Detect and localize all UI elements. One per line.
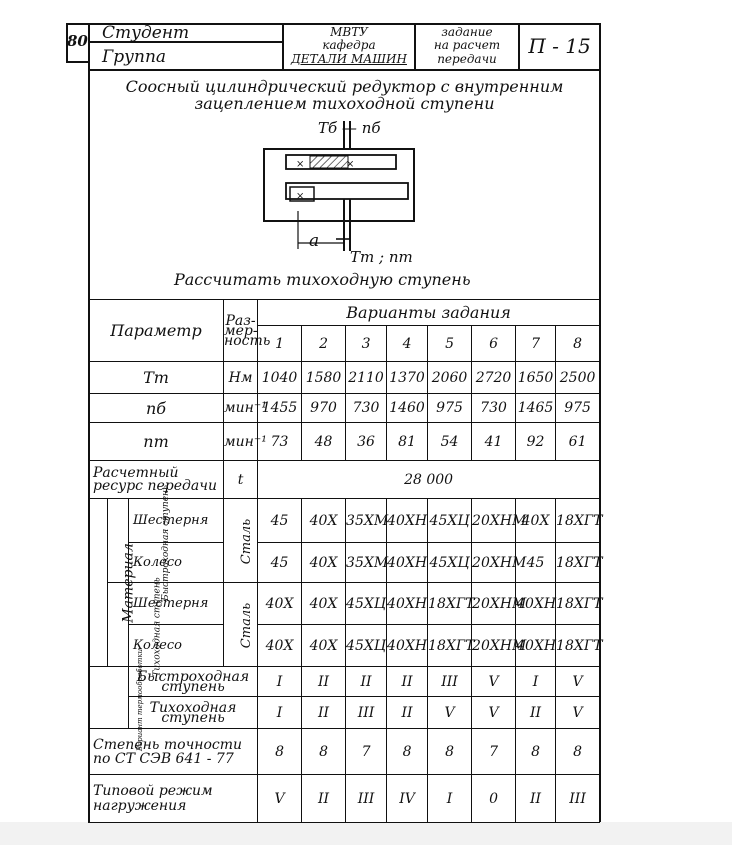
table-row [89,423,600,461]
value-cell: 40X [258,583,302,625]
param-name: Типовой режим нагружения [89,775,258,823]
bottom-band [0,822,732,845]
value-cell: 40XH [387,499,428,543]
wheel-label: Колесо [129,625,224,667]
variant-number: 7 [516,326,556,362]
value-cell: III [346,775,387,823]
thermo-fast-label: Быстроходная ступень [129,667,258,697]
table-row [89,697,600,729]
value-cell: 20XHM [472,543,516,583]
value-cell: 81 [387,423,428,461]
steel-label: Сталь [239,602,255,648]
value-cell: II [302,697,346,729]
variant-number: 5 [428,326,472,362]
slow-stage-label: Тихоходная ступень [152,576,163,677]
value-cell: 7 [472,729,516,775]
fast-stage-label: Быстроходная ступень [160,484,171,601]
value-cell: 41 [472,423,516,461]
department-label: кафедра [322,38,376,52]
value-cell: 2060 [428,362,472,394]
value-cell: 40X [302,625,346,667]
param-name: Тт [89,362,224,394]
fast-stage-pinion [310,156,348,168]
value-cell: II [302,775,346,823]
table-row [89,775,600,823]
header-bottom [88,69,601,71]
value-cell: V [258,775,302,823]
value-cell: 1040 [258,362,302,394]
value-cell: 7 [346,729,387,775]
value-cell: 18XГТ [428,625,472,667]
task-sheet [66,23,601,822]
value-cell: V [556,667,600,697]
value-cell: 8 [428,729,472,775]
value-cell: 40X [302,583,346,625]
input-shaft-label: Тб — nб [318,119,381,137]
table-row [89,625,600,667]
task-line-1: задание [441,25,493,39]
task-line-2: на расчет [433,38,501,52]
value-cell: 45XЦ [428,499,472,543]
value-cell: V [556,697,600,729]
task-code: П - 15 [528,34,591,58]
table-row [89,499,600,543]
value-cell: 35XM [346,543,387,583]
param-name: nб [89,394,224,423]
value-cell: 35XM [346,499,387,543]
title-block [90,78,599,112]
value-cell: 1465 [516,394,556,423]
resource-value: 28 000 [258,461,600,499]
unit-header: Раз-мер-ность [224,300,258,362]
value-cell: 18XГТ [556,499,600,543]
output-shaft-label: Тт ; nт [350,248,413,266]
table-row [89,729,600,775]
value-cell: V [472,667,516,697]
variant-number: 3 [346,326,387,362]
value-cell: I [258,667,302,697]
value-cell: 40X [302,499,346,543]
steel-cell [224,499,258,583]
bearing-mark-3: × [296,191,305,202]
bearing-mark-1: × [296,159,305,170]
value-cell: II [387,697,428,729]
distance-label: a [309,231,320,251]
table-header-row-1 [89,300,600,326]
value-cell: 61 [556,423,600,461]
value-cell: V [472,697,516,729]
bearing-mark-2: × [346,159,355,170]
param-name: nт [89,423,224,461]
thermo-label: Вариант термообработки [136,648,145,751]
table-row [89,362,600,394]
task-line-3: передачи [437,52,497,66]
value-cell: 18XГТ [428,583,472,625]
value-cell: 45 [258,543,302,583]
thermo-group-cell [89,648,145,751]
variants-header: Варианты задания [258,300,600,326]
value-cell: 2720 [472,362,516,394]
variant-number: 2 [302,326,346,362]
variant-number: 8 [556,326,600,362]
value-cell: II [516,775,556,823]
department-name: ДЕТАЛИ МАШИН [291,52,407,66]
value-cell: 730 [346,394,387,423]
value-cell: 36 [346,423,387,461]
page-number: 80 [67,32,88,50]
thermo-slow-label: Тихоходная ступень [129,697,258,729]
value-cell: V [428,697,472,729]
value-cell: 975 [428,394,472,423]
value-cell: 40XH [516,625,556,667]
task-text: Рассчитать тихоходную ступень [174,270,471,289]
param-unit: мин⁻¹ [224,394,258,423]
param-header: Параметр [89,300,224,362]
value-cell: 970 [302,394,346,423]
value-cell: 1650 [516,362,556,394]
value-cell: 20XHM [472,583,516,625]
value-cell: 1370 [387,362,428,394]
value-cell: 45XЦ [346,583,387,625]
value-cell: 45 [258,499,302,543]
value-cell: 2110 [346,362,387,394]
value-cell: 20XHM [472,499,516,543]
frame-num-bottom [66,61,90,63]
value-cell: 54 [428,423,472,461]
value-cell: 40X [516,499,556,543]
param-unit: мин⁻¹ [224,423,258,461]
value-cell: II [302,667,346,697]
student-label: Студент [102,23,190,43]
steel-cell [224,583,258,667]
group-label: Группа [102,47,167,67]
institute-name: МВТУ [330,25,368,39]
value-cell: IV [387,775,428,823]
param-name: Расчетный ресурс передачи [89,461,224,499]
value-cell: III [346,697,387,729]
value-cell: III [428,667,472,697]
title-line-2: зацеплением тихоходной ступени [194,94,495,113]
value-cell: 8 [302,729,346,775]
material-label: Материал [120,542,137,623]
value-cell: I [258,697,302,729]
param-name: Степень точности по СТ СЭВ 641 - 77 [89,729,258,775]
value-cell: III [556,775,600,823]
value-cell: 40X [258,625,302,667]
param-unit: t [224,461,258,499]
value-cell: 73 [258,423,302,461]
value-cell: 48 [302,423,346,461]
variant-number: 4 [387,326,428,362]
steel-label: Сталь [239,518,255,564]
material-group-cell [89,499,137,667]
value-cell: 18XГТ [556,583,600,625]
value-cell: 45XЦ [428,543,472,583]
wheel-label: Колесо [129,543,224,583]
value-cell: 40XH [516,583,556,625]
value-cell: 8 [258,729,302,775]
value-cell: 40X [302,543,346,583]
value-cell: 2500 [556,362,600,394]
value-cell: 8 [387,729,428,775]
pinion-label: Шестерня [129,583,224,625]
value-cell: I [428,775,472,823]
value-cell: 730 [472,394,516,423]
value-cell: II [387,667,428,697]
value-cell: II [346,667,387,697]
value-cell: I [516,667,556,697]
title-line-1: Соосный цилиндрический редуктор с внутренним [125,77,564,96]
value-cell: 45 [516,543,556,583]
value-cell: 8 [556,729,600,775]
pinion-label: Шестерня [129,499,224,543]
variant-number: 1 [258,326,302,362]
value-cell: 1580 [302,362,346,394]
value-cell: 1460 [387,394,428,423]
table-row [89,667,600,697]
value-cell: 40XH [387,583,428,625]
value-cell: 8 [516,729,556,775]
value-cell: 92 [516,423,556,461]
param-unit: Нм [224,362,258,394]
value-cell: 975 [556,394,600,423]
variants-table [88,299,603,823]
value-cell: 18XГТ [556,543,600,583]
value-cell: 18XГТ [556,625,600,667]
value-cell: 20XHM [472,625,516,667]
value-cell: 0 [472,775,516,823]
value-cell: 1455 [258,394,302,423]
variant-number: 6 [472,326,516,362]
value-cell: 40XH [387,625,428,667]
value-cell: 40XH [387,543,428,583]
table-row [89,394,600,423]
value-cell: 45XЦ [346,625,387,667]
value-cell: II [516,697,556,729]
